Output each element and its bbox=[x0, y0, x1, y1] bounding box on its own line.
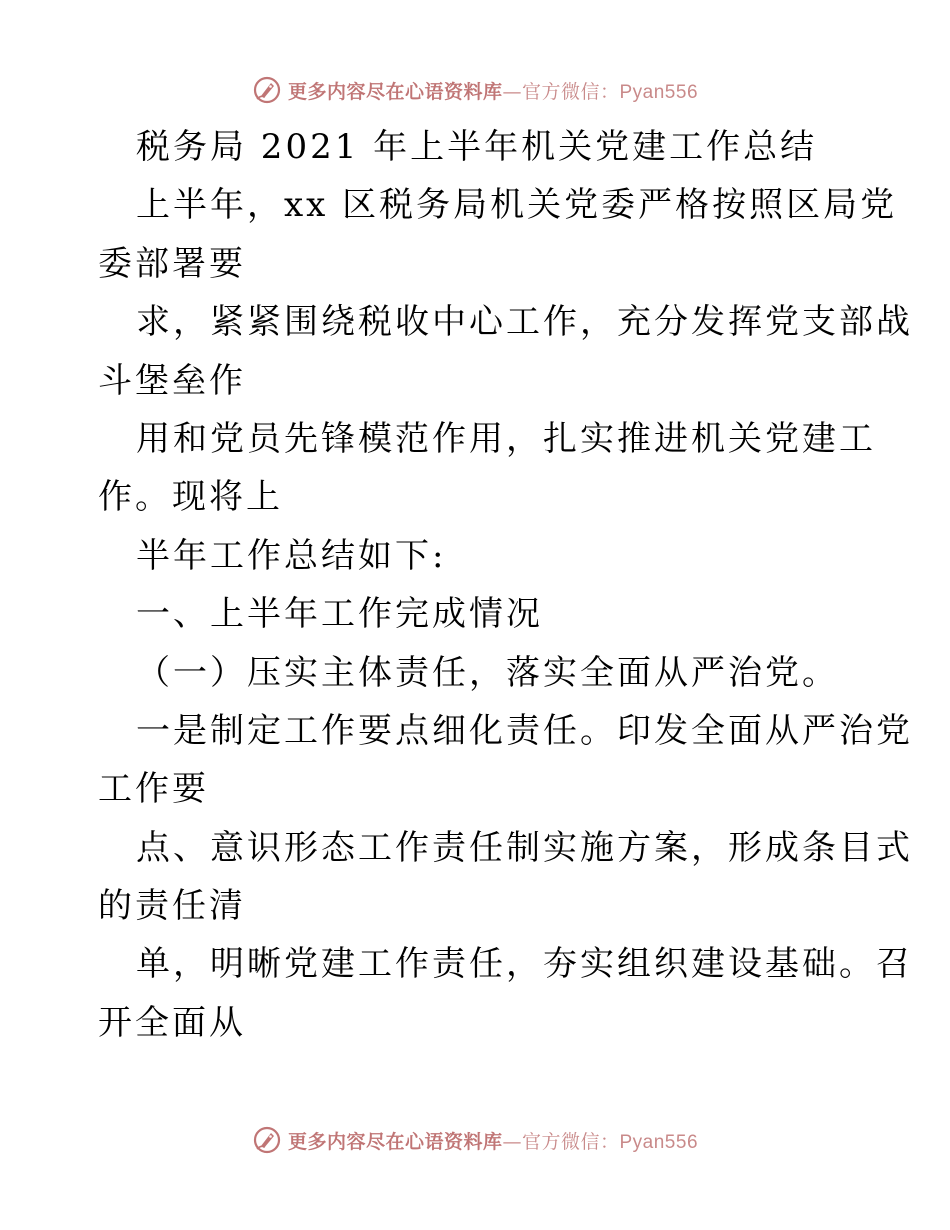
watermark-dash: — bbox=[502, 80, 522, 103]
watermark-text bbox=[288, 1127, 698, 1154]
text-line: 求，紧紧围绕税收中心工作，充分发挥党支部战 bbox=[136, 302, 913, 343]
text-line: 单，明晰党建工作责任，夯实组织建设基础。召 bbox=[136, 944, 913, 985]
document-body bbox=[98, 118, 913, 1052]
watermark-footer bbox=[0, 1122, 950, 1158]
watermark-main: 更多内容尽在心语资料库 bbox=[287, 80, 503, 103]
text-line: 工作要 bbox=[98, 769, 209, 810]
watermark-id: Pyan556 bbox=[619, 81, 699, 103]
watermark-label: 官方微信： bbox=[521, 1130, 620, 1153]
text-line: 半年工作总结如下: bbox=[136, 535, 447, 576]
watermark-id: Pyan556 bbox=[619, 1131, 699, 1153]
text-line: 的责任清 bbox=[98, 886, 246, 927]
watermark-text bbox=[288, 77, 698, 104]
watermark-header bbox=[0, 72, 950, 108]
text-line: 一是制定工作要点细化责任。印发全面从严治党 bbox=[136, 710, 913, 751]
text-line: 作。现将上 bbox=[98, 477, 283, 518]
watermark-dash: — bbox=[502, 1130, 522, 1153]
text-line: 点、意识形态工作责任制实施方案，形成条目式 bbox=[136, 827, 913, 868]
text-line: 斗堡垒作 bbox=[98, 360, 246, 401]
text-line: （一）压实主体责任，落实全面从严治党。 bbox=[136, 652, 839, 693]
text-line: 税务局 2021 年上半年机关党建工作总结 bbox=[136, 127, 818, 167]
text-line: 用和党员先锋模范作用，扎实推进机关党建工 bbox=[136, 418, 876, 459]
text-line: 上半年，xx 区税务局机关党委严格按照区局党 bbox=[136, 185, 898, 226]
pen-nib-circle-icon bbox=[252, 75, 282, 105]
text-line: 开全面从 bbox=[98, 1002, 246, 1043]
watermark-label: 官方微信： bbox=[521, 80, 620, 103]
pen-nib-circle-icon bbox=[252, 1125, 282, 1155]
text-line: 委部署要 bbox=[98, 243, 246, 284]
watermark-main: 更多内容尽在心语资料库 bbox=[287, 1130, 503, 1153]
text-line: 一、上半年工作完成情况 bbox=[136, 594, 543, 635]
